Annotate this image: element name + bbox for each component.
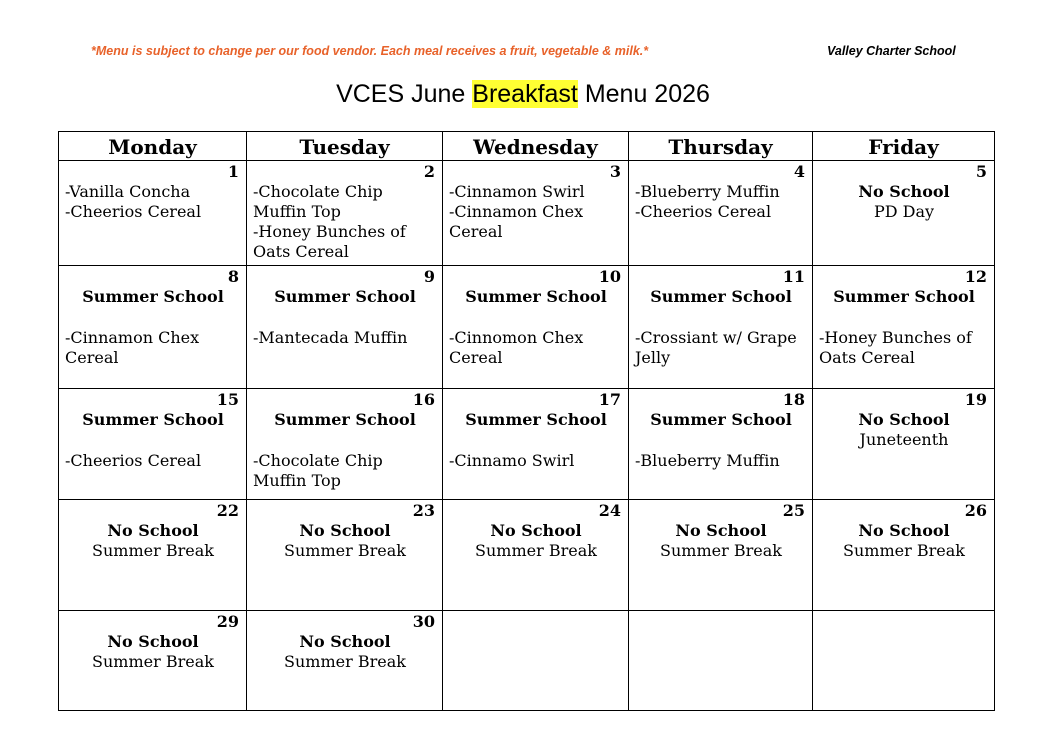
calendar-body bbox=[59, 161, 995, 711]
day-cell bbox=[629, 266, 813, 389]
day-heading: No School bbox=[107, 521, 199, 540]
day-cell bbox=[247, 611, 443, 711]
day-heading: No School bbox=[107, 632, 199, 651]
menu-item: -Chocolate Chip Muffin Top bbox=[253, 451, 383, 490]
day-heading: Summer School bbox=[274, 287, 416, 306]
title-suffix: Menu 2026 bbox=[577, 80, 710, 108]
day-number: 24 bbox=[598, 501, 621, 520]
spacer bbox=[819, 307, 989, 328]
day-heading: Summer School bbox=[833, 287, 975, 306]
day-heading: No School bbox=[858, 410, 950, 429]
day-cell bbox=[813, 161, 995, 266]
week-row bbox=[59, 266, 995, 389]
weekday-tuesday: Tuesday bbox=[247, 132, 443, 161]
day-cell bbox=[629, 389, 813, 500]
week-row bbox=[59, 500, 995, 611]
day-number: 18 bbox=[782, 390, 805, 409]
day-cell bbox=[813, 500, 995, 611]
day-cell-content bbox=[59, 500, 246, 561]
day-number: 23 bbox=[412, 501, 435, 520]
title-prefix: VCES June bbox=[336, 80, 473, 108]
menu-item: -Cinnamon Swirl bbox=[449, 182, 585, 201]
day-heading: Summer School bbox=[465, 410, 607, 429]
day-cell bbox=[443, 611, 629, 711]
day-cell-content bbox=[629, 500, 812, 561]
day-cell-content bbox=[813, 500, 994, 561]
day-cell-content bbox=[59, 266, 246, 368]
day-cell-content bbox=[247, 500, 442, 561]
day-note: Summer Break bbox=[284, 541, 406, 560]
day-cell bbox=[59, 161, 247, 266]
spacer bbox=[635, 430, 807, 451]
day-number: 2 bbox=[423, 162, 435, 181]
day-cell bbox=[247, 500, 443, 611]
day-cell bbox=[59, 611, 247, 711]
day-heading: No School bbox=[858, 521, 950, 540]
weekday-thursday: Thursday bbox=[629, 132, 813, 161]
menu-item: -Mantecada Muffin bbox=[253, 328, 408, 347]
day-note: Summer Break bbox=[843, 541, 965, 560]
weekday-header-row bbox=[59, 132, 995, 161]
day-number: 26 bbox=[964, 501, 987, 520]
day-cell-content bbox=[59, 611, 246, 672]
menu-item: -Cheerios Cereal bbox=[635, 202, 772, 221]
day-heading: Summer School bbox=[274, 410, 416, 429]
day-number: 3 bbox=[609, 162, 621, 181]
menu-item: -Blueberry Muffin bbox=[635, 182, 780, 201]
menu-item: -Honey Bunches of Oats Cereal bbox=[819, 328, 972, 367]
day-number: 12 bbox=[964, 267, 987, 286]
menu-item: -Cinnamon Chex Cereal bbox=[65, 328, 200, 367]
day-note: Summer Break bbox=[92, 541, 214, 560]
day-heading: Summer School bbox=[650, 410, 792, 429]
spacer bbox=[253, 430, 437, 451]
weekday-friday: Friday bbox=[813, 132, 995, 161]
day-note: Juneteenth bbox=[859, 430, 949, 449]
day-cell-content bbox=[443, 161, 628, 242]
day-cell-content bbox=[813, 611, 994, 612]
day-number: 9 bbox=[423, 267, 435, 286]
day-cell-content bbox=[813, 266, 994, 368]
menu-notice: *Menu is subject to change per our food vendor. Each meal receives a fruit, vegetable & milk.* bbox=[91, 44, 649, 58]
day-cell-content bbox=[59, 389, 246, 471]
day-number: 8 bbox=[227, 267, 239, 286]
day-note: Summer Break bbox=[475, 541, 597, 560]
day-cell-content bbox=[443, 389, 628, 471]
spacer bbox=[253, 307, 437, 328]
day-cell-content bbox=[629, 389, 812, 471]
day-cell bbox=[443, 500, 629, 611]
day-cell-content bbox=[59, 161, 246, 222]
day-number: 1 bbox=[227, 162, 239, 181]
menu-item: -Crossiant w/ Grape Jelly bbox=[635, 328, 797, 367]
day-heading: Summer School bbox=[82, 287, 224, 306]
day-cell-content bbox=[443, 266, 628, 368]
day-heading: Summer School bbox=[82, 410, 224, 429]
breakfast-calendar bbox=[58, 131, 995, 711]
day-cell-content bbox=[629, 161, 812, 222]
day-cell bbox=[443, 389, 629, 500]
day-heading: No School bbox=[490, 521, 582, 540]
day-number: 19 bbox=[964, 390, 987, 409]
week-row bbox=[59, 389, 995, 500]
spacer bbox=[65, 307, 241, 328]
day-number: 17 bbox=[598, 390, 621, 409]
menu-item: -Cinnamo Swirl bbox=[449, 451, 575, 470]
day-number: 25 bbox=[782, 501, 805, 520]
day-cell-content bbox=[629, 266, 812, 368]
day-cell-content bbox=[443, 500, 628, 561]
day-number: 22 bbox=[216, 501, 239, 520]
menu-item: -Vanilla Concha bbox=[65, 182, 191, 201]
day-cell bbox=[443, 266, 629, 389]
title-highlight: Breakfast bbox=[472, 80, 578, 108]
day-cell bbox=[629, 161, 813, 266]
day-number: 5 bbox=[975, 162, 987, 181]
day-note: Summer Break bbox=[284, 652, 406, 671]
day-cell bbox=[443, 161, 629, 266]
day-cell-content bbox=[813, 389, 994, 450]
day-number: 15 bbox=[216, 390, 239, 409]
day-cell bbox=[813, 611, 995, 711]
school-name: Valley Charter School bbox=[827, 44, 956, 58]
week-row bbox=[59, 611, 995, 711]
day-heading: No School bbox=[299, 521, 391, 540]
day-heading: No School bbox=[675, 521, 767, 540]
day-cell bbox=[629, 500, 813, 611]
day-note: Summer Break bbox=[92, 652, 214, 671]
day-note: PD Day bbox=[873, 202, 935, 221]
menu-item: -Cinnomon Chex Cereal bbox=[449, 328, 584, 367]
day-cell bbox=[813, 389, 995, 500]
spacer bbox=[449, 430, 623, 451]
day-heading: No School bbox=[858, 182, 950, 201]
day-number: 16 bbox=[412, 390, 435, 409]
day-number: 10 bbox=[598, 267, 621, 286]
day-number: 30 bbox=[412, 612, 435, 631]
day-cell-content bbox=[443, 611, 628, 612]
day-cell bbox=[59, 266, 247, 389]
spacer bbox=[449, 307, 623, 328]
page-title bbox=[0, 80, 1046, 109]
day-number: 29 bbox=[216, 612, 239, 631]
menu-item: -Cheerios Cereal bbox=[65, 451, 202, 470]
week-row bbox=[59, 161, 995, 266]
menu-item: -Cinnamon Chex Cereal bbox=[449, 202, 584, 241]
menu-item: -Blueberry Muffin bbox=[635, 451, 780, 470]
day-cell bbox=[247, 266, 443, 389]
day-cell bbox=[629, 611, 813, 711]
day-number: 4 bbox=[793, 162, 805, 181]
menu-item: -Chocolate Chip Muffin Top bbox=[253, 182, 383, 221]
day-cell bbox=[813, 266, 995, 389]
spacer bbox=[635, 307, 807, 328]
day-cell bbox=[59, 389, 247, 500]
menu-item: -Cheerios Cereal bbox=[65, 202, 202, 221]
day-cell bbox=[247, 161, 443, 266]
day-cell-content bbox=[247, 161, 442, 262]
weekday-monday: Monday bbox=[59, 132, 247, 161]
day-heading: Summer School bbox=[650, 287, 792, 306]
day-note: Summer Break bbox=[660, 541, 782, 560]
day-cell bbox=[247, 389, 443, 500]
day-number: 11 bbox=[782, 267, 805, 286]
day-cell-content bbox=[813, 161, 994, 222]
day-heading: No School bbox=[299, 632, 391, 651]
weekday-wednesday: Wednesday bbox=[443, 132, 629, 161]
day-cell bbox=[59, 500, 247, 611]
menu-item: -Honey Bunches of Oats Cereal bbox=[253, 222, 406, 261]
day-cell-content bbox=[247, 266, 442, 348]
day-heading: Summer School bbox=[465, 287, 607, 306]
day-cell-content bbox=[247, 611, 442, 672]
day-cell-content bbox=[247, 389, 442, 491]
spacer bbox=[65, 430, 241, 451]
day-cell-content bbox=[629, 611, 812, 612]
